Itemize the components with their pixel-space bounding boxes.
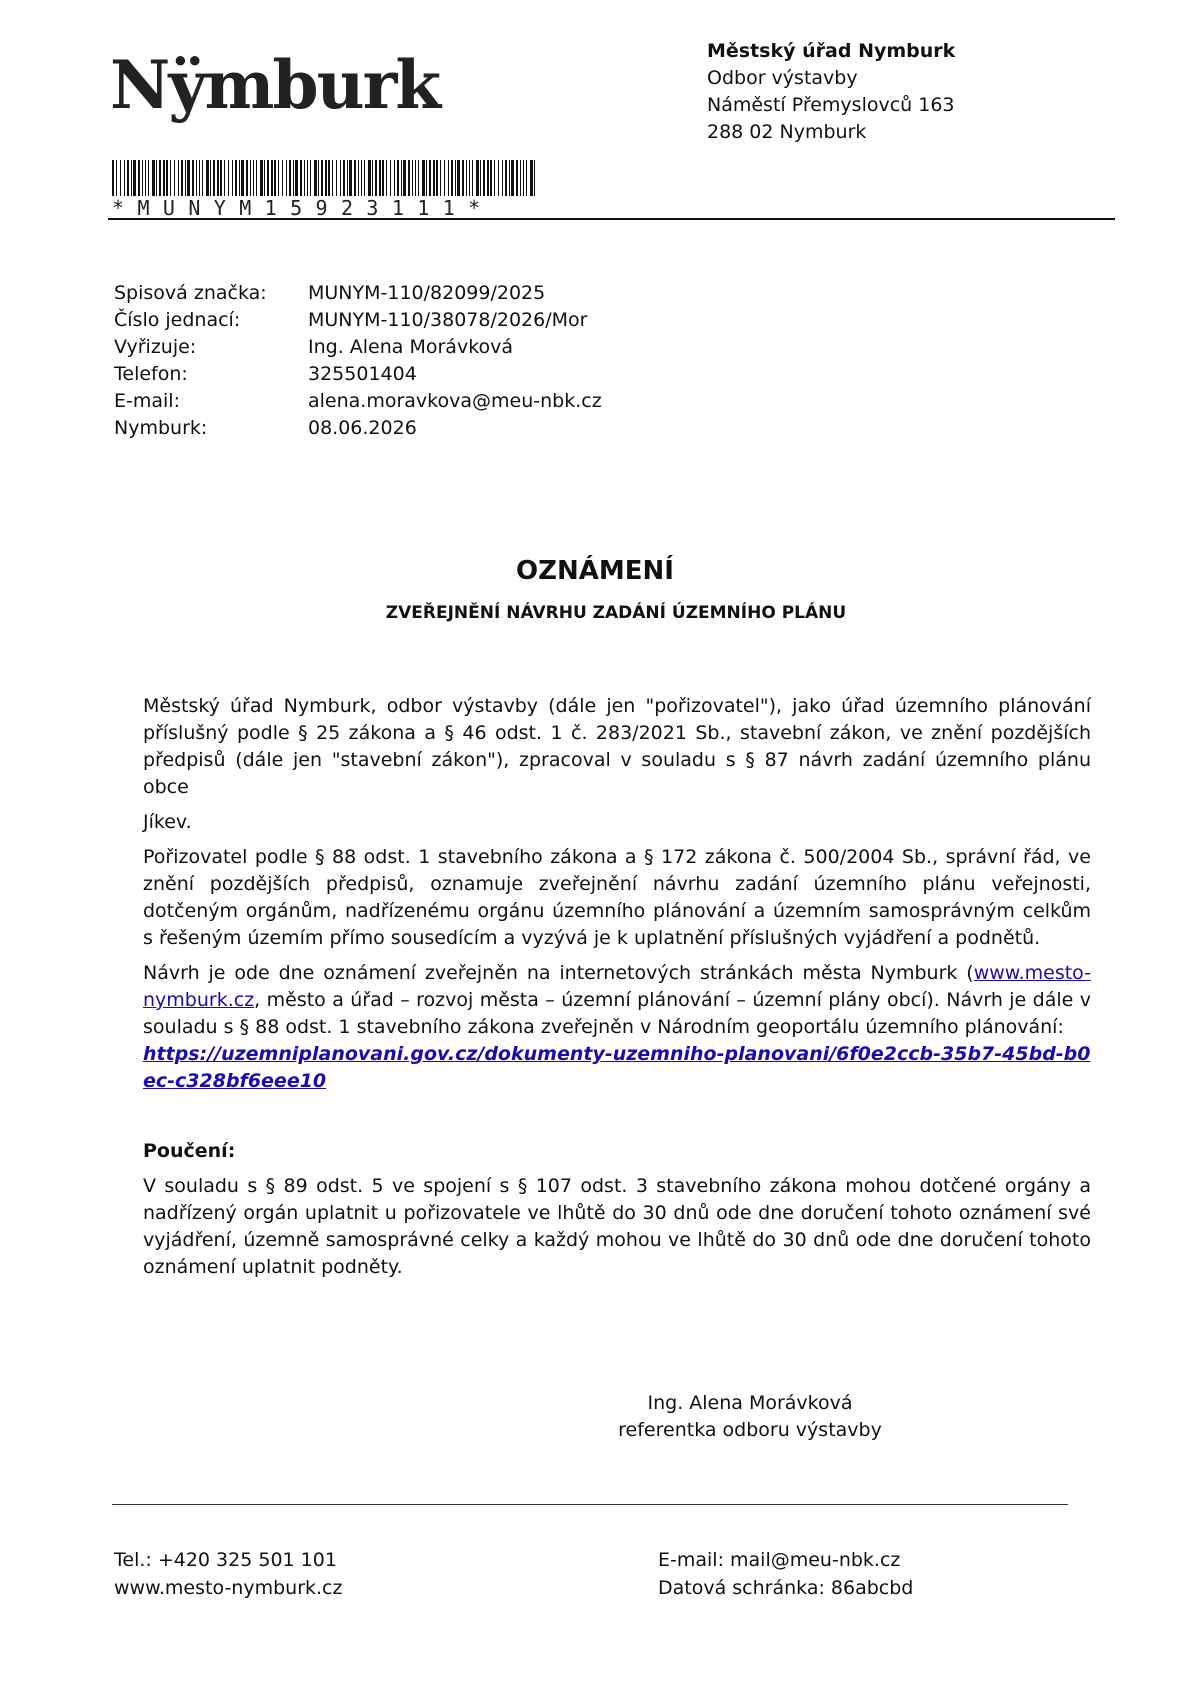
signature-position: referentka odboru výstavby	[618, 1419, 882, 1441]
barcode-text: *MUNYM15923111*	[112, 196, 494, 220]
sender-street: Náměstí Přemyslovců 163	[707, 94, 955, 116]
meta-row	[114, 415, 602, 442]
footer-phone: Tel.: +420 325 501 101	[114, 1549, 337, 1571]
meta-row	[114, 388, 602, 415]
instruction-text: V souladu s § 89 odst. 5 ve spojení s § 107 odst. 3 stavebního zákona mohou dotčené orgány a nadřízený orgán uplatnit u pořizovatele ve lhůtě do 30 dnů ode dne doručení tohoto oznámení své vyjádření, územně samosprávné celky a každý mohou ve lhůtě do 30 dnů ode dne doručení tohoto oznámení uplatnit podněty.	[143, 1175, 1091, 1278]
sender-department: Odbor výstavby	[707, 67, 858, 89]
header-divider	[108, 218, 1115, 220]
meta-value: 325501404	[308, 363, 417, 385]
meta-value: MUNYM-110/38078/2026/Mor	[308, 309, 588, 331]
meta-label: Číslo jednací:	[114, 309, 241, 331]
footer-contact-right	[658, 1546, 913, 1602]
paragraph-publication	[143, 960, 1091, 1095]
document-subtitle: ZVEŘEJNĚNÍ NÁVRHU ZADÁNÍ ÚZEMNÍHO PLÁNU	[385, 603, 847, 623]
footer-contact-left	[114, 1546, 342, 1602]
meta-value: MUNYM-110/82099/2025	[308, 282, 546, 304]
document-body	[143, 693, 1091, 1289]
paragraph-municipality: Jíkev.	[143, 811, 192, 833]
meta-label: Spisová značka:	[114, 282, 267, 304]
meta-label: Nymburk:	[114, 417, 208, 439]
footer-website: www.mesto-nymburk.cz	[114, 1577, 343, 1599]
city-website-link[interactable]: www.mesto-nymburk.cz	[143, 962, 1091, 1011]
sender-organization: Městský úřad Nymburk	[707, 40, 956, 62]
meta-label: Telefon:	[114, 363, 188, 385]
barcode	[112, 160, 538, 196]
instruction-heading: Poučení:	[143, 1140, 236, 1162]
paragraph-intro: Městský úřad Nymburk, odbor výstavby (dále jen "pořizovatel"), jako úřad územního plánování příslušný podle § 25 zákona a § 46 odst. 1 č. 283/2021 Sb., stavební zákon, ve znění pozdějších předpisů (dále jen "stavební zákon"), zpracoval v souladu s § 87 návrh zadání územního plánu obce	[143, 695, 1091, 798]
meta-row	[114, 280, 602, 307]
meta-row	[114, 334, 602, 361]
footer-divider	[112, 1504, 1068, 1505]
meta-row	[114, 307, 602, 334]
meta-label: E-mail:	[114, 390, 180, 412]
publication-text-end: , město a úřad – rozvoj města – územní plánování – územní plány obcí). Návrh je dále v souladu s § 88 odst. 1 stavebního zákona zveřejněn v Národním geoportálu územního plánování:	[143, 989, 1091, 1038]
signature-block	[590, 1390, 910, 1444]
document-title: OZNÁMENÍ	[516, 556, 674, 586]
sender-address	[707, 38, 955, 146]
city-logo: Nÿmburk	[110, 46, 440, 124]
footer-email: E-mail: mail@meu-nbk.cz	[658, 1549, 901, 1571]
publication-text-start: Návrh je ode dne oznámení zveřejněn na internetových stránkách města Nymburk (	[143, 962, 974, 984]
footer-data-box: Datová schránka: 86abcbd	[658, 1577, 914, 1599]
meta-value: Ing. Alena Morávková	[308, 336, 514, 358]
geoportal-link[interactable]: https://uzemniplanovani.gov.cz/dokumenty-uzemniho-planovani/6f0e2ccb-35b7-45bd-b0ec-c328bf6eee10	[143, 1043, 1091, 1092]
meta-value: 08.06.2026	[308, 417, 417, 439]
meta-value: alena.moravkova@meu-nbk.cz	[308, 390, 602, 412]
meta-row	[114, 361, 602, 388]
sender-city: 288 02 Nymburk	[707, 121, 867, 143]
signature-name: Ing. Alena Morávková	[647, 1392, 853, 1414]
paragraph-announcement: Pořizovatel podle § 88 odst. 1 stavebního zákona a § 172 zákona č. 500/2004 Sb., správní řád, ve znění pozdějších předpisů, oznamuje zveřejnění návrhu zadání územního plánu veřejnosti, dotčeným orgánům, nadřízenému orgánu územního plánování a územním samosprávným celkům s řešeným územím přímo sousedícím a vyzývá je k uplatnění příslušných vyjádření a podnětů.	[143, 846, 1091, 949]
reference-info	[114, 280, 602, 442]
meta-label: Vyřizuje:	[114, 336, 197, 358]
